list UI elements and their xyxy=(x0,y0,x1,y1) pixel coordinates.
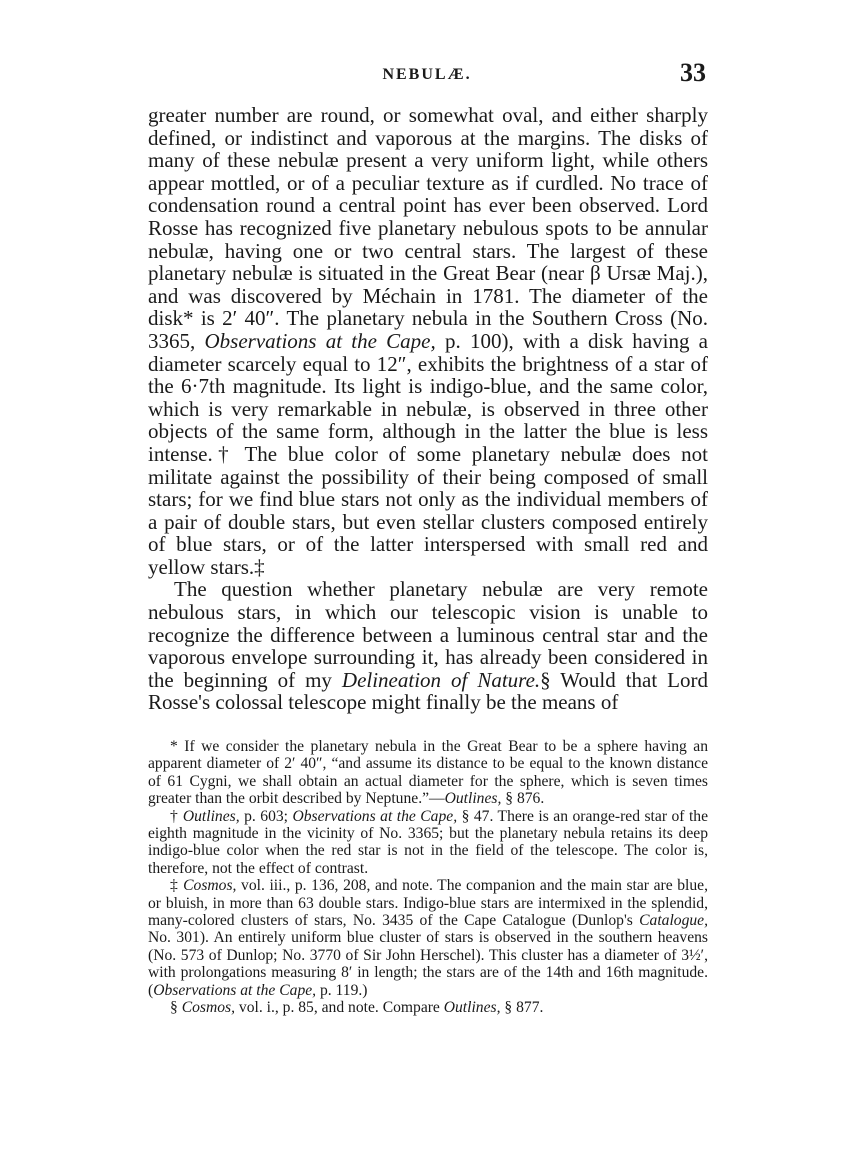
footnote-3-italic-3: Observations at the Cape, xyxy=(153,981,317,999)
footnote-4-italic-1: Cosmos, xyxy=(181,999,235,1017)
footnote-2-text-2: § 47. There is an orange-red star of the eighth magnitude in the vicinity of No. 3365; but the planetary nebula retains its deep indigo-blue color when the red star is not in the field of the telescope. The color is, therefore, not the effect of contrast. xyxy=(148,807,709,877)
paragraph-1 xyxy=(148,104,708,578)
paragraph-2 xyxy=(148,578,708,714)
footnote-4-mark: § xyxy=(170,999,182,1017)
main-text xyxy=(148,104,708,714)
footnote-4-italic-2: Outlines, xyxy=(443,999,501,1017)
footnote-3-italic-2: Catalogue, xyxy=(639,912,708,930)
footnote-2-italic-1: Outlines, xyxy=(182,807,240,825)
footnote-1 xyxy=(148,738,708,808)
footnote-3-text-2: No. 301). An entirely uniform blue cluster of stars is observed in the southern heavens (No. 573 of Dunlop; No. 3770 of Sir John Herschel). This cluster has a diameter of 3½′, with prolongations measuring 8′ in length; the stars are of the 14th and 16th magnitude. ( xyxy=(148,929,708,999)
footnote-1-text: * If we consider the planetary nebula in the Great Bear to be a sphere having an apparent diameter of 2′ 40″, “and assume its distance to be equal to the known distance of 61 Cygni, we shall obtain an actual diameter for the sphere, which is seven times greater than the orbit described by Neptune.”— xyxy=(148,738,708,808)
footnote-4 xyxy=(148,999,708,1016)
paragraph-2-italic: Delineation of Nature. xyxy=(341,667,541,692)
running-title: NEBULÆ. xyxy=(382,66,472,83)
paragraph-2-text: The question whether planetary nebulæ are very remote nebulous stars, in which our telescopic vision is unable to recognize the difference between a luminous central star and the vaporous envelope surrounding it, has already been considered in the beginning of my xyxy=(148,577,708,692)
footnotes xyxy=(148,738,708,1017)
footnote-3 xyxy=(148,877,708,999)
paragraph-1-italic: Observations at the Cape, xyxy=(204,328,436,353)
footnote-2-mark: † xyxy=(170,807,183,825)
footnote-3-italic-1: Cosmos, xyxy=(183,877,237,895)
paragraph-2-continuation: § Would that Lord Rosse's colossal telescope might finally be the means of xyxy=(148,667,708,715)
footnote-3-mark: ‡ xyxy=(170,877,184,895)
page-number: 33 xyxy=(680,58,706,87)
page-header xyxy=(148,56,706,96)
footnote-4-text-2: § 877. xyxy=(500,999,544,1017)
footnote-1-italic: Outlines, xyxy=(444,790,502,808)
footnote-3-text-1: vol. iii., p. 136, 208, and note. The companion and the main star are blue, or bluish, in more than 63 double stars. Indigo-blue stars are intermixed in the splendid, many-colored clusters of stars, No. 3435 of the Cape Catalogue (Dunlop's xyxy=(148,877,709,930)
footnote-2-italic-2: Observations at the Cape, xyxy=(292,807,458,825)
footnote-3-text-3: p. 119.) xyxy=(316,981,368,999)
paragraph-1-text: greater number are round, or somewhat oval, and either sharply defined, or indistinct and vaporous at the margins. The disks of many of these nebulæ present a very uniform light, while others appear mottled, or of a peculiar texture as if curdled. No trace of condensation round a central point has ever been observed. Lord Rosse has recognized five planetary nebulous spots to be annular nebulæ, having one or two central stars. The largest of these planetary nebulæ is situated in the Great Bear (near β Ursæ Maj.), and was discovered by Méchain in 1781. The diameter of the disk* is 2′ 40″. The planetary nebula in the Southern Cross (No. 3365, xyxy=(148,103,708,353)
footnote-2 xyxy=(148,808,708,878)
paragraph-1-continuation: p. 100), with a disk having a diameter scarcely equal to 12″, exhibits the brightness of a star of the 6·7th magnitude. Its light is indigo-blue, and the same color, which is very remarkable in nebulæ, is observed in three other objects of the same form, although in the latter the blue is less intense.† The blue color of some planetary nebulæ does not militate against the possibility of their being composed of small stars; for we find blue stars not only as the individual members of a pair of double stars, but even stellar clusters composed entirely of blue stars, or of the latter interspersed with small red and yellow stars.‡ xyxy=(148,328,709,579)
footnote-2-text-1: p. 603; xyxy=(239,807,293,825)
footnote-4-text-1: vol. i., p. 85, and note. Compare xyxy=(235,999,444,1017)
footnote-1-end: § 876. xyxy=(505,790,545,808)
